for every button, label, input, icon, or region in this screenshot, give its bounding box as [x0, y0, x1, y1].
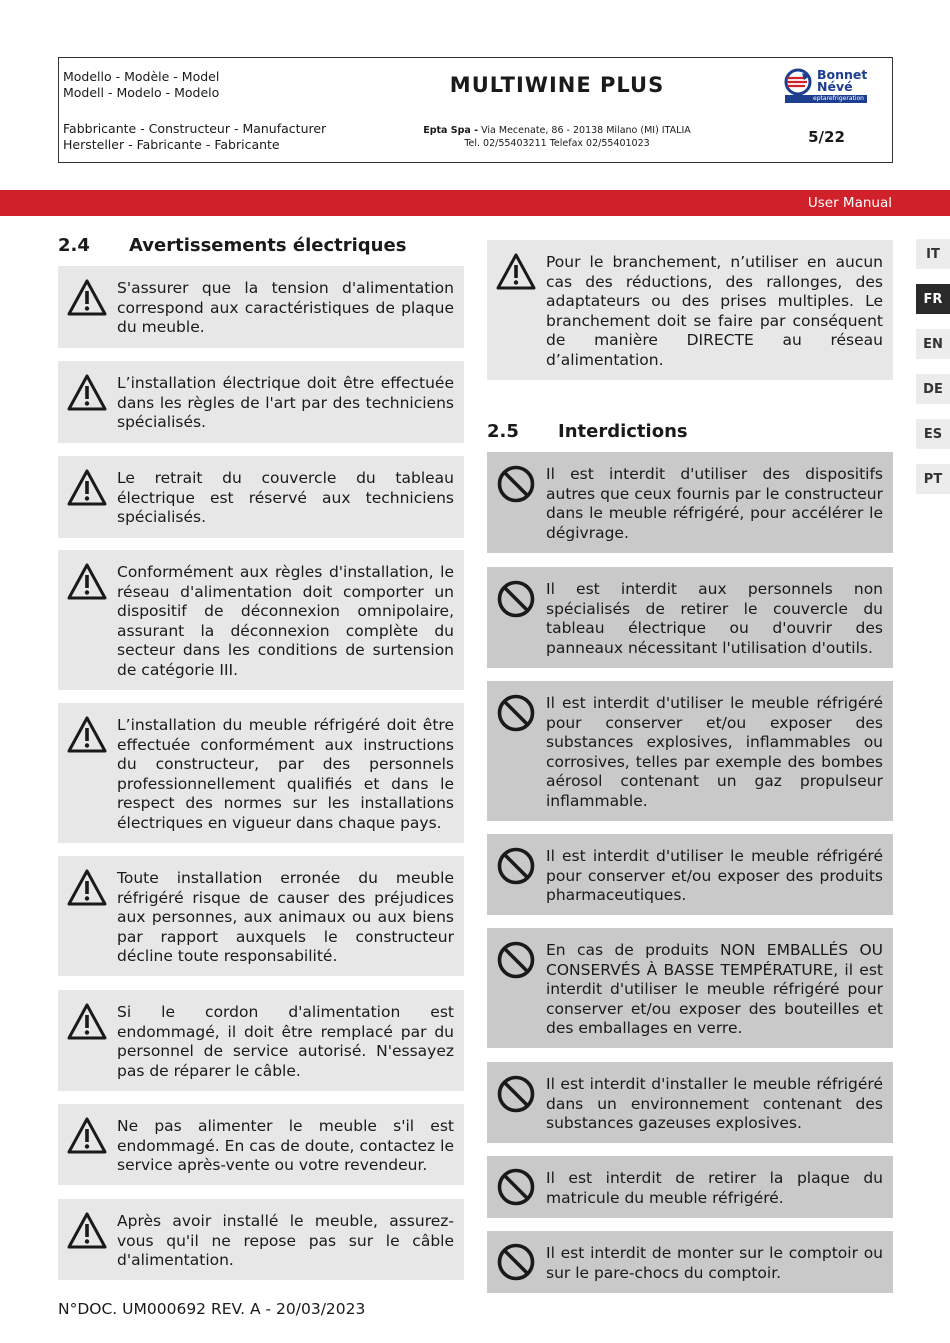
section-number: 2.5 [487, 421, 519, 442]
warning-text: Le retrait du couvercle du tableau électrique est réservé aux techniciens spécialisés. [117, 469, 454, 527]
prohibition-6 [487, 1062, 893, 1143]
warning-triangle-icon [66, 562, 108, 602]
warning-triangle-icon [66, 868, 108, 908]
lang-tab-en[interactable]: EN [916, 329, 950, 359]
brand-logo-cell [761, 58, 892, 112]
prohibition-text: Il est interdit aux personnels non spécialisés de retirer le couvercle du tableau électrique ou d'ouvrir des panneaux nécessitant l'utilisation d'outils. [546, 580, 883, 657]
warning-text: Pour le branchement, n’utiliser en aucun cas des réductions, des rallonges, des adaptateurs ou des prises multiples. Le branchement doit se faire par conséquent de manière DIRECTE au réseau d’alimentation. [546, 253, 883, 369]
warning-triangle-icon [495, 252, 537, 292]
warning-text: L’installation électrique doit être effectuée dans les règles de l'art par des techniciens spécialisés. [117, 374, 454, 432]
logo-text-line2: Névé [817, 79, 853, 94]
prohibition-text: Il est interdit d'utiliser des dispositifs autres que ceux fournis par le constructeur dans le meuble réfrigéré, pour accélérer le dégivrage. [546, 465, 883, 542]
prohibition-1 [487, 452, 893, 553]
prohibited-icon [495, 1242, 537, 1282]
prohibited-icon [495, 464, 537, 504]
logo-bar: eptarefrigeration [785, 95, 867, 103]
user-manual-band [0, 190, 950, 216]
electrical-warning-4 [58, 550, 464, 690]
prohibited-icon [495, 1074, 537, 1114]
page-number: 5/22 [808, 128, 845, 146]
prohibition-3 [487, 681, 893, 821]
warning-text: L’installation du meuble réfrigéré doit être effectuée conformément aux instructions du constructeur, par des personnels professionnellement qualifiés et dans le respect des normes sur les installations électriques en vigueur dans chaque pays. [117, 716, 454, 832]
warning-text: Toute installation erronée du meuble réfrigéré risque de causer des préjudices aux personnes, aux animaux ou aux biens par rapport auxquels le constructeur décline toute responsabilité. [117, 869, 454, 966]
manufacturer-label-line2: Hersteller - Fabricante - Fabricante [63, 137, 280, 152]
warning-triangle-icon [66, 1211, 108, 1251]
electrical-warning-6 [58, 856, 464, 976]
prohibition-8 [487, 1231, 893, 1293]
lang-tab-fr[interactable]: FR [916, 284, 950, 314]
lang-tab-it[interactable]: IT [916, 239, 950, 269]
prohibition-text: En cas de produits NON EMBALLÉS OU CONSERVÉS À BASSE TEMPÉRATURE, il est interdit d'utiliser le meuble réfrigéré pour conserver et/ou exposer des bouteilles et des emballages en verre. [546, 941, 883, 1038]
prohibition-text: Il est interdit d'installer le meuble réfrigéré dans un environnement contenant des substances gazeuses explosives. [546, 1075, 883, 1133]
user-manual-label: User Manual [807, 195, 892, 211]
prohibition-text: Il est interdit d'utiliser le meuble réfrigéré pour conserver et/ou exposer des produits pharmaceutiques. [546, 847, 883, 905]
warning-text: Après avoir installé le meuble, assurez-vous qu'il ne repose pas sur le câble d'alimentation. [117, 1212, 454, 1270]
document-number-footer: N°DOC. UM000692 REV. A - 20/03/2023 [58, 1300, 366, 1318]
bonnet-neve-logo [783, 65, 873, 105]
electrical-warning-3 [58, 456, 464, 538]
model-label-line1: Modello - Modèle - Model [63, 69, 220, 84]
warning-text: S'assurer que la tension d'alimentation correspond aux caractéristiques de plaque du meuble. [117, 279, 454, 337]
prohibition-text: Il est interdit de retirer la plaque du matricule du meuble réfrigéré. [546, 1169, 883, 1207]
prohibited-icon [495, 1167, 537, 1207]
manufacturer-label-cell [59, 112, 353, 162]
section-electrical-heading [58, 235, 406, 256]
prohibited-icon [495, 846, 537, 886]
prohibited-icon [495, 693, 537, 733]
electrical-warning-1 [58, 266, 464, 348]
model-title: MULTIWINE PLUS [449, 73, 665, 97]
address-line2: Tel. 02/55403211 Telefax 02/55401023 [464, 138, 650, 149]
address-line1 [353, 124, 761, 137]
street-address: Via Mecenate, 86 - 20138 Milano (MI) ITALIA [478, 125, 691, 136]
model-label-line2: Modell - Modelo - Modelo [63, 85, 220, 100]
warning-triangle-icon [66, 373, 108, 413]
lang-tab-pt[interactable]: PT [916, 464, 950, 494]
manufacturer-address-cell [353, 112, 761, 162]
warning-triangle-icon [66, 715, 108, 755]
prohibition-text: Il est interdit de monter sur le comptoir ou sur le pare-chocs du comptoir. [546, 1244, 883, 1282]
electrical-warning-10 [487, 240, 893, 380]
section-prohibitions-heading [487, 421, 688, 442]
warning-triangle-icon [66, 1116, 108, 1156]
prohibition-7 [487, 1156, 893, 1218]
prohibited-icon [495, 940, 537, 980]
manufacturer-label-line1: Fabbricante - Constructeur - Manufacturer [63, 121, 327, 136]
electrical-warning-5 [58, 703, 464, 843]
warning-triangle-icon [66, 278, 108, 318]
electrical-warning-8 [58, 1104, 464, 1185]
section-title: Avertissements électriques [129, 235, 407, 256]
warning-text: Ne pas alimenter le meuble s'il est endommagé. En cas de doute, contactez le service après-vente ou votre revendeur. [117, 1117, 454, 1175]
lang-tab-de[interactable]: DE [916, 374, 950, 404]
electrical-warning-2 [58, 361, 464, 443]
logo-emblem-icon [783, 67, 813, 97]
prohibited-icon [495, 579, 537, 619]
document-header-table [58, 57, 893, 163]
warning-triangle-icon [66, 468, 108, 508]
model-label-cell [59, 58, 353, 112]
logo-text-line1: Bonnet [817, 67, 868, 82]
company-name: Epta Spa - [423, 125, 479, 136]
warning-text: Si le cordon d'alimentation est endommagé, il doit être remplacé par du personnel de service autorisé. N'essayez pas de réparer le câble. [117, 1003, 454, 1080]
prohibition-text: Il est interdit d'utiliser le meuble réfrigéré pour conserver et/ou exposer des substances explosives, inflammables ou corrosives, telles par exemple des bombes aérosol contenant un gaz propulseur inflammable. [546, 694, 883, 810]
warning-text: Conformément aux règles d'installation, le réseau d'alimentation doit comporter un dispositif de déconnexion omnipolaire, assurant la déconnexion complète du secteur dans les conditions de surtension de catégorie III. [117, 563, 454, 679]
prohibition-5 [487, 928, 893, 1048]
warning-triangle-icon [66, 1002, 108, 1042]
lang-tab-es[interactable]: ES [916, 419, 950, 449]
section-number: 2.4 [58, 235, 90, 256]
section-title: Interdictions [558, 421, 688, 442]
electrical-warning-9 [58, 1199, 464, 1280]
electrical-warning-7 [58, 990, 464, 1091]
prohibition-2 [487, 567, 893, 668]
prohibition-4 [487, 834, 893, 915]
